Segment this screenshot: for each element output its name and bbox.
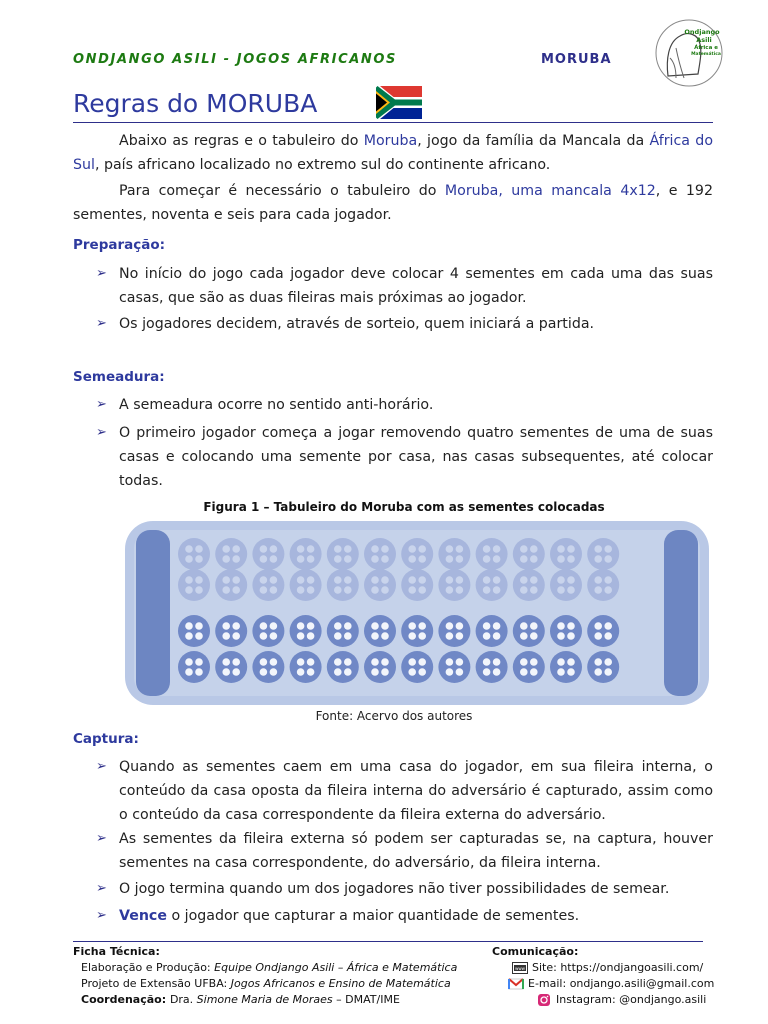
seed [446, 545, 454, 553]
board-pit [364, 538, 396, 570]
instagram-link[interactable]: Instagram: @ondjango.asili [492, 992, 722, 1008]
section-title-captura: Captura: [73, 731, 139, 747]
board-pit [327, 569, 359, 601]
board-pit [252, 651, 284, 683]
board-pit [476, 615, 508, 647]
seed [222, 658, 230, 666]
board-pit [178, 569, 210, 601]
seed [446, 668, 454, 676]
seed [185, 622, 193, 630]
board-pit [476, 538, 508, 570]
seed [195, 586, 203, 594]
header-game-name: MORUBA [541, 52, 612, 67]
seed [260, 658, 268, 666]
seed [530, 658, 538, 666]
seed [557, 632, 565, 640]
seed [260, 586, 268, 594]
seed [297, 576, 305, 584]
board-pit [252, 569, 284, 601]
board-pit [513, 615, 545, 647]
seed [567, 545, 575, 553]
seed [222, 586, 230, 594]
seed [270, 658, 278, 666]
seed [222, 555, 230, 563]
seed [344, 668, 352, 676]
seed [381, 632, 389, 640]
seed [270, 555, 278, 563]
seed [270, 545, 278, 553]
figure-source: Fonte: Acervo dos autores [315, 709, 473, 723]
seed [604, 668, 612, 676]
seed [307, 622, 315, 630]
seed [567, 632, 575, 640]
list-item: ➢ Os jogadores decidem, através de sorteio, quem iniciará a partida. [96, 312, 713, 336]
seed [483, 555, 491, 563]
list-item: ➢ No início do jogo cada jogador deve colocar 4 sementes em cada uma das suas casas, que são as duas fileiras mais próximas ao jogador. [96, 262, 713, 310]
seed [408, 576, 416, 584]
intro-paragraph-2: Para começar é necessário o tabuleiro do Moruba, uma mancala 4x12, e 192 sementes, noventa e seis para cada jogador. [73, 183, 713, 223]
seed [334, 632, 342, 640]
seed [195, 622, 203, 630]
seed [371, 622, 379, 630]
seed [520, 545, 528, 553]
board-pit [476, 651, 508, 683]
seed [483, 668, 491, 676]
seed [530, 545, 538, 553]
seed [604, 586, 612, 594]
seed [195, 555, 203, 563]
seed [344, 576, 352, 584]
seed [530, 555, 538, 563]
moruba-board [124, 520, 710, 706]
seed [418, 622, 426, 630]
seed [408, 555, 416, 563]
seed [604, 545, 612, 553]
seed [381, 555, 389, 563]
seed [381, 622, 389, 630]
logo-text-2: Asili [696, 36, 712, 44]
seed [446, 586, 454, 594]
seed [307, 586, 315, 594]
board-pit [215, 651, 247, 683]
moruba-highlight: Moruba [363, 133, 418, 149]
seed [371, 586, 379, 594]
seed [493, 632, 501, 640]
seed [604, 632, 612, 640]
south-africa-flag-icon [376, 86, 422, 119]
board-pit [364, 615, 396, 647]
seed [270, 576, 278, 584]
bullet-arrow-icon: ➢ [96, 397, 107, 412]
board-pit [550, 538, 582, 570]
seed [307, 555, 315, 563]
seed [307, 632, 315, 640]
seed [270, 668, 278, 676]
seed [195, 545, 203, 553]
seed [185, 576, 193, 584]
seed [297, 658, 305, 666]
list-item: ➢ Quando as sementes caem em uma casa do jogador, em sua fileira interna, o conteúdo da casa oposta da fileira interna do adversário é capturado, assim como o conteúdo da casa correspondente da fileira externa do adversário. [96, 755, 713, 827]
seed [446, 632, 454, 640]
africa-do-sul-highlight: África do Sul [73, 133, 713, 173]
seed [344, 555, 352, 563]
seed [260, 668, 268, 676]
site-link[interactable]: www Site: https://ondjangoasili.com/ [492, 960, 722, 976]
seed [557, 668, 565, 676]
seed [557, 555, 565, 563]
seed [567, 586, 575, 594]
seed [297, 622, 305, 630]
board-pit [587, 569, 619, 601]
seed [232, 586, 240, 594]
logo-text-3: África e [694, 45, 718, 51]
seed [520, 576, 528, 584]
seed [371, 668, 379, 676]
board-pit [587, 615, 619, 647]
seed [381, 658, 389, 666]
seed [344, 658, 352, 666]
footer-rule [73, 941, 703, 942]
list-item: ➢ As sementes da fileira externa só podem ser capturadas se, na captura, houver sementes na casa correspondente, do adversário, da fileira interna. [96, 827, 713, 875]
ficha-tecnica: Ficha Técnica: Elaboração e Produção: Equipe Ondjango Asili – África e Matemática Projeto de Extensão UFBA: Jogos Africanos e Ensino de Matemática Coordenação: Dra. Simone Maria de Moraes – DMAT/IME [73, 945, 458, 1006]
seed [520, 622, 528, 630]
seed [222, 632, 230, 640]
store-left [136, 530, 170, 696]
logo-text-1: Ondjango [684, 28, 720, 36]
board-pit [252, 538, 284, 570]
seed [371, 658, 379, 666]
seed [232, 576, 240, 584]
list-item: ➢ O primeiro jogador começa a jogar removendo quatro sementes de uma de suas casas e colocando uma semente por casa, nas casas subsequentes, até colocar todas. [96, 421, 713, 493]
seed [604, 658, 612, 666]
seed [222, 576, 230, 584]
board-pit [401, 538, 433, 570]
bullet-arrow-icon: ➢ [96, 908, 107, 923]
seed [185, 668, 193, 676]
bullet-arrow-icon: ➢ [96, 425, 107, 440]
board-pit [550, 615, 582, 647]
seed [408, 632, 416, 640]
board-pit [290, 538, 322, 570]
board-pit [513, 538, 545, 570]
seed [260, 632, 268, 640]
seed [604, 576, 612, 584]
seed [446, 555, 454, 563]
board-pit [438, 569, 470, 601]
seed [334, 586, 342, 594]
seed [270, 586, 278, 594]
seed [594, 622, 602, 630]
gmail-icon [508, 978, 524, 990]
seed [557, 576, 565, 584]
board-pit [178, 651, 210, 683]
svg-text:www: www [515, 966, 525, 971]
seed [344, 545, 352, 553]
seed [270, 622, 278, 630]
seed [520, 668, 528, 676]
board-pit [215, 615, 247, 647]
board-pit [401, 615, 433, 647]
seed [493, 545, 501, 553]
seed [418, 658, 426, 666]
board-pit [401, 651, 433, 683]
seed [594, 576, 602, 584]
board-pit [401, 569, 433, 601]
figure-caption: Figura 1 – Tabuleiro do Moruba com as sementes colocadas [203, 500, 605, 514]
moruba-mancala-highlight: Moruba, uma mancala 4x12 [444, 183, 656, 199]
seed [456, 622, 464, 630]
seed [456, 586, 464, 594]
seed [307, 658, 315, 666]
seed [418, 545, 426, 553]
vence-highlight: Vence [119, 908, 167, 924]
bullet-arrow-icon: ➢ [96, 316, 107, 331]
seed [530, 576, 538, 584]
seed [483, 545, 491, 553]
board-pit [438, 538, 470, 570]
seed [557, 586, 565, 594]
seed [334, 576, 342, 584]
list-item: ➢ Vence o jogador que capturar a maior quantidade de sementes. [96, 904, 713, 928]
seed [456, 555, 464, 563]
seed [232, 545, 240, 553]
seed [232, 668, 240, 676]
seed [446, 658, 454, 666]
seed [530, 622, 538, 630]
seed [418, 555, 426, 563]
seed [456, 576, 464, 584]
seed [297, 555, 305, 563]
seed [344, 586, 352, 594]
intro-paragraph-1: Abaixo as regras e o tabuleiro do Moruba, jogo da família da Mancala da África do Sul, país africano localizado no extremo sul do continente africano. [73, 133, 713, 173]
title-rule [73, 122, 713, 123]
store-right [664, 530, 698, 696]
seed [297, 545, 305, 553]
section-title-preparacao: Preparação: [73, 237, 166, 253]
page-title: Regras do MORUBA [73, 89, 318, 118]
seed [195, 658, 203, 666]
header-title: ONDJANGO ASILI - JOGOS AFRICANOS [73, 52, 397, 67]
seed [520, 658, 528, 666]
web-icon [512, 962, 528, 974]
list-item: ➢ A semeadura ocorre no sentido anti-horário. [96, 393, 713, 417]
seed [185, 632, 193, 640]
seed [594, 658, 602, 666]
seed [456, 632, 464, 640]
seed [334, 658, 342, 666]
list-item: ➢ O jogo termina quando um dos jogadores não tiver possibilidades de semear. [96, 877, 713, 901]
seed [567, 576, 575, 584]
seed [594, 555, 602, 563]
board-pit [215, 569, 247, 601]
seed [446, 576, 454, 584]
seed [381, 586, 389, 594]
board-pit [364, 651, 396, 683]
seed [493, 658, 501, 666]
seed [185, 555, 193, 563]
seed [557, 545, 565, 553]
seed [493, 586, 501, 594]
comunicacao: Comunicação: www Site: https://ondjangoasili.com/ E-mail: ondjango.asili@gmail.com Instagram: @ondjango.asili [492, 944, 722, 1008]
board-pit [438, 651, 470, 683]
seed [418, 586, 426, 594]
board-pit [327, 651, 359, 683]
seed [456, 658, 464, 666]
seed [297, 632, 305, 640]
seed [381, 668, 389, 676]
ondjango-asili-logo [654, 18, 724, 88]
seed [483, 622, 491, 630]
seed [222, 668, 230, 676]
seed [297, 668, 305, 676]
board-pit [327, 538, 359, 570]
seed [307, 576, 315, 584]
board-pit [587, 651, 619, 683]
seed [418, 576, 426, 584]
seed [594, 545, 602, 553]
seed [334, 545, 342, 553]
board-pit [513, 651, 545, 683]
bullet-arrow-icon: ➢ [96, 881, 107, 896]
seed [594, 586, 602, 594]
instagram-icon [536, 994, 552, 1006]
bullet-arrow-icon: ➢ [96, 759, 107, 774]
seed [334, 668, 342, 676]
board-pit [364, 569, 396, 601]
seed [260, 545, 268, 553]
board-pit [290, 615, 322, 647]
seed [520, 632, 528, 640]
board-pit [476, 569, 508, 601]
seed [185, 586, 193, 594]
seed [493, 668, 501, 676]
seed [594, 668, 602, 676]
seed [493, 576, 501, 584]
board-pit [550, 651, 582, 683]
seed [232, 658, 240, 666]
seed [371, 545, 379, 553]
seed [493, 555, 501, 563]
seed [456, 545, 464, 553]
seed [446, 622, 454, 630]
seed [334, 555, 342, 563]
seed [232, 632, 240, 640]
seed [483, 632, 491, 640]
seed [567, 668, 575, 676]
logo-text-4: Matemática [691, 52, 721, 57]
email-link[interactable]: E-mail: ondjango.asili@gmail.com [492, 976, 722, 992]
seed [604, 555, 612, 563]
seed [483, 586, 491, 594]
seed [530, 632, 538, 640]
seed [371, 576, 379, 584]
seed [408, 668, 416, 676]
bullet-arrow-icon: ➢ [96, 266, 107, 281]
board-pit [290, 569, 322, 601]
seed [270, 632, 278, 640]
board-pit [178, 615, 210, 647]
seed [381, 576, 389, 584]
board-pit [178, 538, 210, 570]
seed [307, 545, 315, 553]
seed [260, 622, 268, 630]
seed [567, 658, 575, 666]
seed [195, 576, 203, 584]
seed [185, 658, 193, 666]
seed [520, 555, 528, 563]
seed [232, 555, 240, 563]
seed [408, 586, 416, 594]
board-pit [513, 569, 545, 601]
seed [567, 555, 575, 563]
seed [371, 555, 379, 563]
seed [307, 668, 315, 676]
seed [297, 586, 305, 594]
seed [408, 658, 416, 666]
seed [483, 576, 491, 584]
seed [557, 622, 565, 630]
seed [456, 668, 464, 676]
board-pit [290, 651, 322, 683]
seed [557, 658, 565, 666]
bullet-arrow-icon: ➢ [96, 831, 107, 846]
seed [222, 545, 230, 553]
seed [418, 632, 426, 640]
seed [260, 576, 268, 584]
seed [260, 555, 268, 563]
board-pit [587, 538, 619, 570]
seed [344, 622, 352, 630]
board-pit [550, 569, 582, 601]
seed [408, 622, 416, 630]
board-pit [252, 615, 284, 647]
seed [334, 622, 342, 630]
seed [520, 586, 528, 594]
seed [483, 658, 491, 666]
seed [493, 622, 501, 630]
seed [530, 586, 538, 594]
board-pit [438, 615, 470, 647]
seed [232, 622, 240, 630]
board-pit [327, 615, 359, 647]
seed [594, 632, 602, 640]
section-title-semeadura: Semeadura: [73, 369, 165, 385]
seed [381, 545, 389, 553]
seed [530, 668, 538, 676]
seed [604, 622, 612, 630]
board-pit [215, 538, 247, 570]
seed [567, 622, 575, 630]
seed [418, 668, 426, 676]
seed [408, 545, 416, 553]
seed [185, 545, 193, 553]
seed [195, 668, 203, 676]
seed [195, 632, 203, 640]
seed [344, 632, 352, 640]
seed [222, 622, 230, 630]
seed [371, 632, 379, 640]
